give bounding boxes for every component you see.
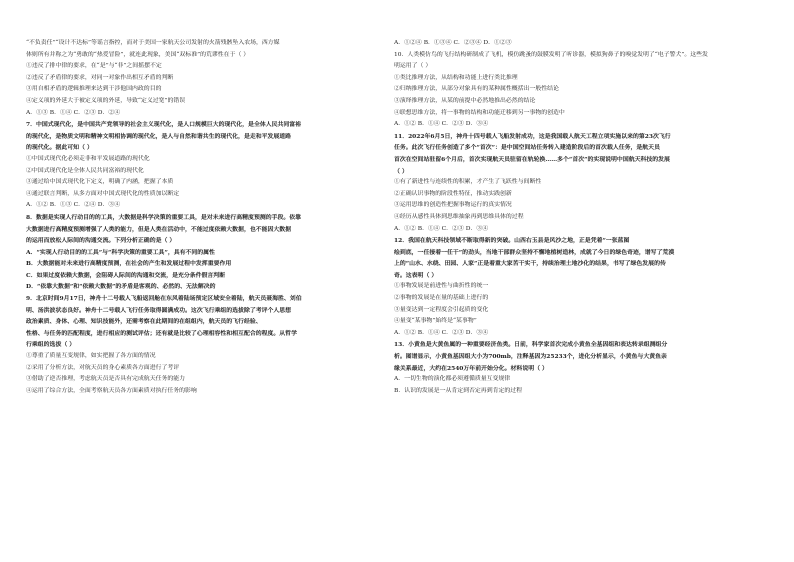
option-line: A．“实现人行动目的的工具”与“科学决策的重要工具”，具有不同的属性	[26, 248, 215, 256]
option-line: ①中国式现代化必须走非和平发展道路的现代化	[26, 155, 150, 162]
text-line: “不负责任”“设计不达标”等谣言指控，而对于美国一家航天公司发射的火箭残骸坠入农场，西方媒	[26, 40, 280, 46]
option-line: ④运用了综合方法，全面考察航天员各方面素质对执行任务的影响	[26, 387, 197, 394]
text-line: 行乘组的选拔（ ）	[26, 341, 76, 349]
option-line: ②中国式现代化是全体人民共同富裕的现代化	[26, 167, 144, 174]
text-line: 政治素质、身体、心理、知识技能外，还需考察在此期间的在组组内，航天员的飞行经验、	[26, 318, 262, 326]
option-line: C．如果过度依赖大数据，会阻碍人际间的沟通和交流，是充分条件假言判断	[26, 271, 226, 279]
option-line: ①有了新进性与连续性的积累，才产生了飞跃性与间断性	[394, 179, 542, 186]
answer-choices: A．①② B．①④ C．②③ D．③④	[394, 121, 489, 128]
text-line: 任务。此次飞行任务创造了多个“首次”：是中国空间站任务转入建造阶段后的首次载人任务，是航天员	[394, 144, 660, 152]
option-line: ③借助了逆否推理，考虑航天员是否具有完成航天任务的能力	[26, 376, 186, 383]
option-line: ①事物发展是前进性与曲折性的统一	[394, 283, 489, 290]
option-line: ②正确认识事物的阶段性特征，推动实践创新	[394, 190, 512, 197]
text-line: 缘关系最近，大约在2540万年前开始分化。材料说明（ ）	[394, 364, 548, 372]
option-line: ④经历从感性具体到思维抽象再到思维具体的过程	[394, 213, 524, 220]
option-line: ②事物的发展是在量的基础上进行的	[394, 295, 489, 302]
answer-choices: A．①② B．①③ C．②④ D．③④	[26, 202, 121, 209]
option-line: ④量变“某事物”始终是“某事物”	[394, 318, 477, 325]
option-line: ③运用思维的创造性把握事物运行的真实情况	[394, 202, 512, 209]
text-line: 奇。这表明（ ）	[394, 271, 438, 279]
option-line: ④定义项的外延大于被定义项的外延，导致“定义过宽”的错误	[26, 97, 186, 104]
option-line: A．一切生物的演化都必须遵循质量互变规律	[394, 376, 511, 383]
answer-choices: A．①③ B．①④ C．②③ D．②④	[26, 109, 121, 116]
left-column	[26, 38, 374, 397]
option-line: ①类比推理方法，从结构和功能上进行类比推理	[394, 74, 518, 81]
text-line: 性格、与任务的匹配程度，进行相应的测试评估；还有就是比较了心理相容性和相互配合的程度。从哲学	[26, 329, 297, 337]
question-13: 13．小黄鱼是大黄鱼属的一种重要经济鱼类。日前，科学家首次完成小黄鱼全基因组和表达转录组测组分	[394, 341, 668, 349]
option-line: ④联想思维方法，将一事物的结构和功能迁移到另一事物的创造中	[394, 109, 565, 116]
option-line: ③演绎推理方法，从某的前提中必然地推出必然的结论	[394, 97, 536, 104]
answer-choices: A．①② B．①④ C．②③ D．③④	[394, 225, 489, 232]
answer-choices: A．①② B．①④ C．②③ D．③④	[394, 329, 489, 336]
text-line: 的现代化，是物质文明和精神文明相协调的现代化，是人与自然和谐共生的现代化，是走和平发展道路	[26, 132, 292, 140]
right-column	[394, 38, 762, 397]
option-line: ②采用了分析方法，对航天员的身心素质各方面进行了考评	[26, 364, 180, 371]
text-line: 首次在空间站驻留6个月后，首次实现航天员驻留在轨轮换……多个“首次”的实现说明中国航天科技的发展	[394, 155, 670, 163]
option-line: B．大数据能对未来进行高精度预测，在社会的产生和发展过程中发挥重要作用	[26, 260, 232, 268]
text-line: 明运用了（ ）	[394, 63, 432, 70]
question-12: 12．我国在航天科技领域不断取得新的突破。山西右玉县是风沙之地，正是凭着“一张蓝图	[394, 237, 630, 245]
text-line: 绘到底，一任接着一任干”的劲头，当地干部群众坚持不懈地植树造林，成就了今日的绿色奇迹，谱写了荒漠	[394, 248, 675, 256]
text-line: 明、汤洪波状态良好。神舟十二号载人飞行任务取得圆满成功。这次飞行乘组的选拔除了考评个人思想	[26, 306, 292, 314]
option-line: ①违反了排中律的要求，在“是”与“非”之间摇摆不定	[26, 63, 162, 70]
question-10: 10．人类模仿鸟的飞行结构研制成了飞机，模仿跳蚤的鼓膜发明了听诊器，模拟狗鼻子的嗅觉发明了“电子警犬”。这些发	[394, 51, 708, 58]
option-line: ③用自相矛盾的逻辑推理来达到干涉他国内政的目的	[26, 86, 162, 93]
option-line: ③通过给中国式现代化下定义，明确了内涵，把握了本质	[26, 179, 174, 186]
text-line: 析。图谱显示，小黄鱼基因组大小为700mb，注释基因为25233个，进化分析显示，小黄鱼与大黄鱼亲	[394, 353, 667, 361]
text-line: 的运用而放松人际间的沟通交流。下列分析正确的是（ ）	[26, 237, 176, 245]
text-line: 上的“山水、水绕、田园、人家”正是着重大家苦干实干，持续治理土地沙化的结果，书写了绿色发展的传	[394, 260, 666, 268]
option-line: ③量变达到一定程度会引起质的变化	[394, 306, 489, 313]
option-line: ④通过联言判断，从多方面对中国式现代化的性质加以断定	[26, 190, 180, 197]
option-line: B．认识的发展是一从肯定到否定再到肯定的过程	[394, 387, 523, 394]
answer-choices: A．①②④ B．①③④ C．②③④ D．①②③	[394, 40, 512, 46]
question-7: 7．中国式现代化，是中国共产党领导的社会主义现代化，是人口规模巨大的现代化，是全体人民共同富裕	[26, 121, 302, 129]
option-line: ②违反了矛盾律的要求，对同一对象作出相互矛盾的判断	[26, 74, 174, 81]
question-8: 8．数据是实现人行动目的的工具，大数据是科学决策的重要工具，是对未来进行高精度预测的手段。依靠	[26, 213, 302, 221]
text-line: （ ）	[394, 167, 408, 175]
text-line: 体则所有并称之为“勇敢的“热爱冒险”，就连此现象，美国“双标准”的荒谬性在于（ ）	[26, 51, 250, 58]
text-line: 大数据进行高精度预测增强了人类的能力，但是人类在活动中，不能过度依赖大数据，也不能因大数据	[26, 225, 292, 233]
question-9: 9．北京时间9月17日，神舟十二号载人飞船返回舱在东风着陆场预定区域安全着陆，航天员聂海胜、刘伯	[26, 295, 302, 303]
option-line: ①尊重了质量互变规律，如实把握了各方面的情况	[26, 353, 156, 360]
option-line: ②归纳推理方法，从部分对象具有的某种属性概括出一般性结论	[394, 86, 559, 93]
option-line: D．“依靠大数据”和“依赖大数据”的矛盾是客观的、必然的、无法解决的	[26, 283, 216, 291]
question-11: 11．2022年6月5日，神舟十四号载人飞船发射成功，这是我国载人航天工程立项实施以来的第23次飞行	[394, 132, 671, 140]
text-line: 的现代化。据此可知（ ）	[26, 144, 93, 152]
